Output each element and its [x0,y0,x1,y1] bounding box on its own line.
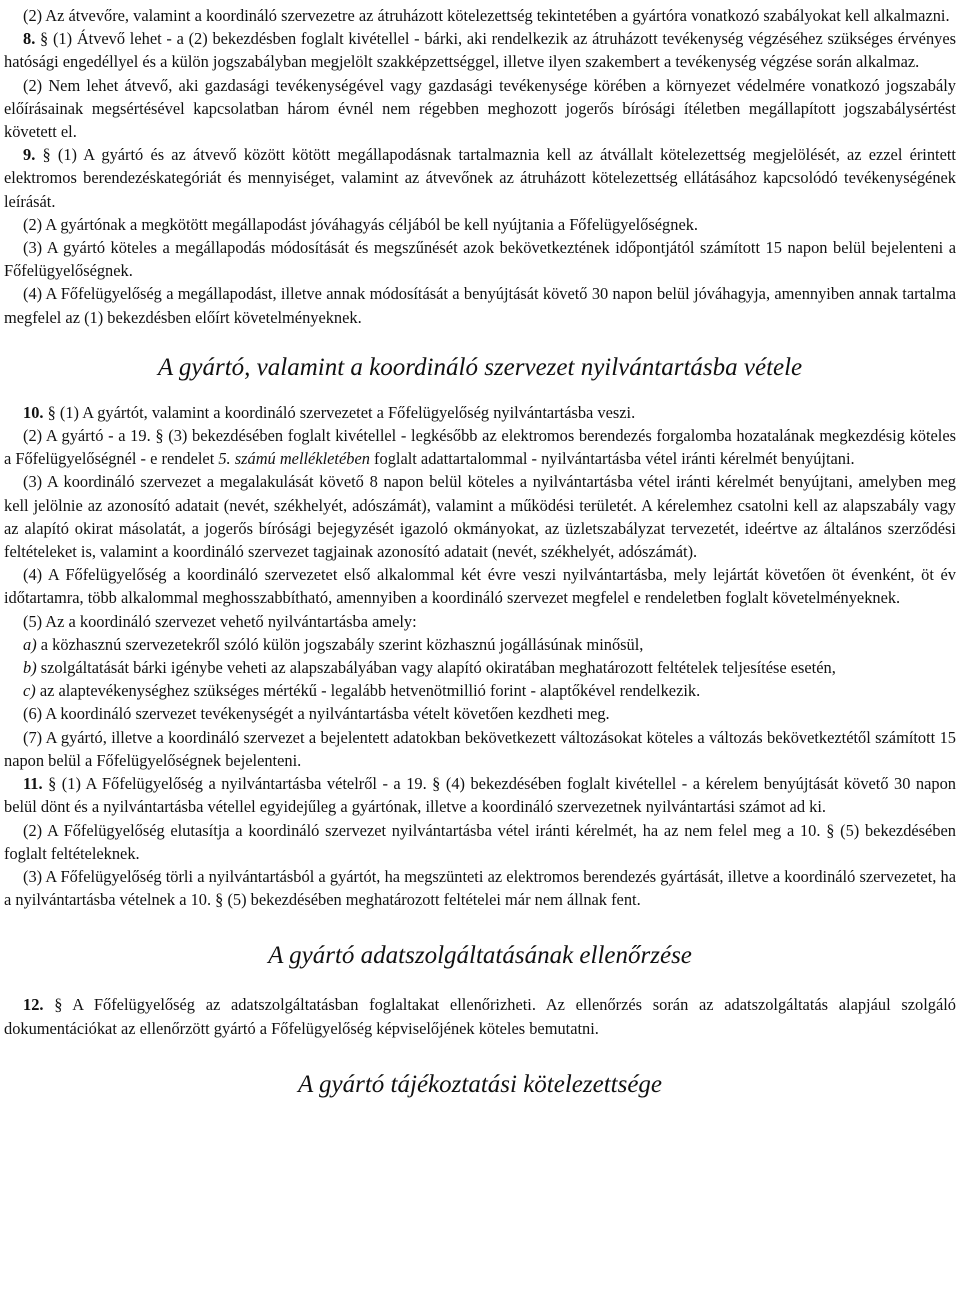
paragraph-text: (4) A Főfelügyelőség a megállapodást, illetve annak módosítását a benyújtását követő 30 napon belül jóváhagyja, amennyiben annak tartalma megfelel az (1) bekezdésben előírt követelményeknek. [4,284,956,327]
paragraph [4,726,956,772]
paragraph-text: (2) Az átvevőre, valamint a koordináló szervezetre az átruházott kötelezettség tekintetében a gyártóra vonatkozó szabályokat kell alkalmazni. [23,6,950,25]
paragraph-text: (3) A Főfelügyelőség törli a nyilvántartásból a gyártót, ha megszünteti az elektromos berendezés gyártását, illetve a koordináló szervezetet, ha a nyilvántartásba vételnek a 10. § (5) bekezdésében meghatározott feltételei már nem állnak fent. [4,866,956,910]
section-number: 9. [23,145,36,165]
paragraph-text: (6) A koordináló szervezet tevékenységét a nyilvántartásba vételt követően kezdheti meg. [23,704,610,724]
paragraph [4,656,956,679]
paragraph [4,213,956,236]
paragraph [4,633,956,656]
paragraph-text-continued: foglalt adattartalommal - nyilvántartásba vétel iránti kérelmét benyújtani. [369,449,855,469]
paragraph-text: (2) Nem lehet átvevő, aki gazdasági tevékenységével vagy gazdasági tevékenysége körében a környezet védelmére vonatkozó jogszabály előírásainak megsértésével kapcsolatban három évnél nem régebben meghozott jogerős bírósági ítéletben megállapított jogszabálysértést követett el. [4,75,956,142]
paragraph [4,610,956,633]
paragraph-text: (2) A Főfelügyelőség elutasítja a koordináló szervezet nyilvántartásba vétel iránti kérelmét, ha az nem felel meg a 10. § (5) bekezdésében foglalt feltételeknek. [4,820,956,863]
paragraph [4,143,956,213]
section-number: 10. [23,402,44,422]
paragraph-text: (5) Az a koordináló szervezet vehető nyilvántartásba amely: [23,611,417,631]
paragraph [4,993,956,1039]
paragraph-text: § A Főfelügyelőség az adatszolgáltatásban foglaltakat ellenőrizheti. Az ellenőrzés során az adatszolgáltatás alapjául szolgáló dokumentációkat az ellenőrzött gyártó a Főfelügyelőség képviselőjének köteles bemutatni. [4,995,956,1038]
paragraph [4,74,956,144]
paragraph [4,679,956,702]
paragraph [4,424,956,470]
paragraph-text: (3) A koordináló szervezet a megalakulását követő 8 napon belül köteles a nyilvántartásba vétel iránti kérelmét benyújtani, amelyben meg kell jelölnie az azonosító adatait (nevét, székhelyét, adószámát), valamint a működési területét. A kérelemhez csatolni kell az alapszabály vagy az alapító okirat másolatát, a jogerős bírósági bejegyzését igazoló okmányokat, az üzletszabályzat tervezetét, ideértve az általános szerződési feltételeket is, valamint a koordináló szervezet tagjainak azonosító adatait (nevét, székhelyét, adószámát). [4,472,956,562]
paragraph-text: § (1) A gyártó és az átvevő között kötött megállapodásnak tartalmaznia kell az átvállalt kötelezettség megjelölését, az ezzel érintett elektromos berendezéskategóriát és mennyiséget, valamint az átvevőnek az átruházott kötelezettség ellátásához kapcsolódó tevékenységének leírását. [4,145,956,211]
paragraph-text: szolgáltatását bárki igénybe veheti az alapszabályában vagy alapító okiratában meghatározott feltételek teljesítése esetén, [36,658,836,678]
section-number: 11. [23,774,43,794]
annex-reference: 5. számú mellékletében [218,449,370,469]
paragraph [4,27,956,73]
paragraph-text: (3) A gyártó köteles a megállapodás módosítását és megszűnését azok bekövetkeztének időpontjától számított 15 napon belül bejelenteni a Főfelügyelőségnek. [4,238,956,281]
paragraph-text: (7) A gyártó, illetve a koordináló szervezet a bejelentett adatokban bekövetkezett változásokat köteles a változás bekövetkeztétől számított 15 napon belül a Főfelügyelőségnek bejelenteni. [4,727,956,770]
list-letter: b) [23,658,37,678]
list-letter: c) [23,681,36,701]
section-number: 12. [23,995,44,1015]
paragraph [4,772,956,818]
paragraph [4,865,956,911]
paragraph [4,563,956,609]
section-heading: A gyártó adatszolgáltatásának ellenőrzése [268,942,692,970]
section-heading: A gyártó tájékoztatási kötelezettsége [297,1070,663,1098]
paragraph [4,470,956,563]
paragraph-text: (4) A Főfelügyelőség a koordináló szervezetet első alkalommal két évre veszi nyilvántartásba, mely lejártát követően öt évenként, öt év időtartamra, több alkalommal meghosszabbítható, amennyiben a koordináló szervezet megfelel e rendeletben foglalt követelményeknek. [4,565,956,608]
paragraph-text: § (1) A Főfelügyelőség a nyilvántartásba vételről - a 19. § (4) bekezdésében foglalt kivétellel - a kérelem benyújtását követő 30 napon belül dönt és a nyilvántartásba vétellel egyidejűleg a gyártónak, illetve a koordináló szervezetnek nyilvántartási számot ad ki. [4,774,956,817]
section-heading: A gyártó, valamint a koordináló szervezet nyilvántartásba vétele [157,353,803,381]
list-letter: a) [23,634,37,654]
paragraph [4,236,956,282]
paragraph [4,819,956,865]
paragraph [4,702,956,725]
paragraph-text: § (1) Átvevő lehet - a (2) bekezdésben foglalt kivétellel - bárki, aki rendelkezik az átruházott tevékenység végzéséhez szükséges érvényes hatósági engedéllyel és a külön jogszabályban megjelölt szakképzettséggel, illetve ilyen szakembert a tevékenység végzése során alkalmaz. [4,29,956,72]
paragraph-text: § (1) A gyártót, valamint a koordináló szervezetet a Főfelügyelőség nyilvántartásba veszi. [43,402,636,422]
paragraph-text: (2) A gyártó - a 19. § (3) bekezdésében foglalt kivétellel - legkésőbb az elektromos berendezés forgalomba hozatalának megkezdésig köteles a Főfelügyelőségnél - e rendelet [4,426,956,469]
paragraph [4,401,956,424]
paragraph-text: a közhasznú szervezetekről szóló külön jogszabály szerint közhasznú jogállásúnak minősül, [36,634,644,654]
paragraph [4,4,956,27]
paragraph [4,282,956,328]
paragraph-text: az alaptevékenységhez szükséges mértékű - legalább hetvenötmillió forint - alaptőkével rendelkezik. [35,681,701,701]
section-number: 8. [23,29,36,49]
paragraph-text: (2) A gyártónak a megkötött megállapodást jóváhagyás céljából be kell nyújtania a Főfelügyelőségnek. [23,214,699,234]
